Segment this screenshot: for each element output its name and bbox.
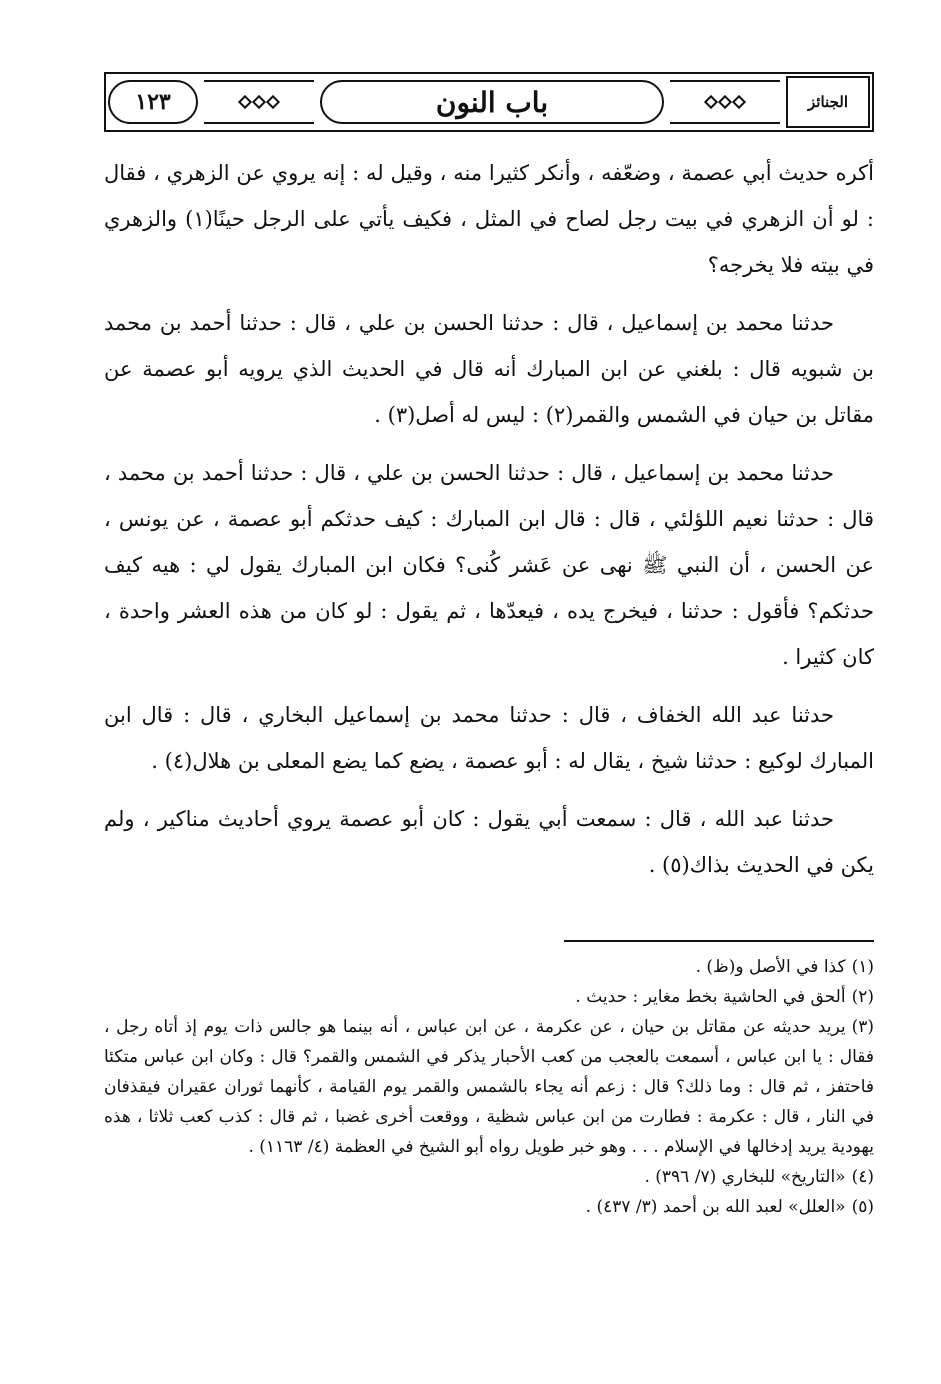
book-emblem (786, 76, 870, 128)
paragraph: حدثنا عبد الله ، قال : سمعت أبي يقول : كان أبو عصمة يروي أحاديث مناكير ، ولم يكن في الحديث بذاك(٥) . (104, 807, 874, 877)
footnote-text: كذا في الأصل و(ظ) . (695, 957, 846, 977)
page-header (104, 72, 874, 132)
footnote-text: يريد حديثه عن مقاتل بن حيان ، عن عكرمة ، عن ابن عباس ، أنه بينما هو جالس ذات يوم إذ أتاه رجل ، فقال : يا ابن عباس ، أسمعت بالعجب من كعب الأحبار يذكر في الشمس والقمر؟ قال : وكان ابن عباس متكئا فاحتفز ، ثم قال : وما ذلك؟ قال : زعم أنه يجاء بالشمس والقمر يوم القيامة ، كأنهما ثوران عقيران فيقذفان في النار ، قال : عكرمة : فطارت من ابن عباس شظية ، ووقعت أخرى غضبا ، ثم قال : كذب كعب ثلاثا ، هذه يهودية يريد إدخالها في الإسلام . . . وهو خبر طويل رواه أبو الشيخ في العظمة (٤/ ١١٦٣) . (104, 1017, 874, 1157)
footnote-number: (٢) (851, 987, 874, 1007)
footnote (104, 1012, 874, 1162)
footnote-text: «العلل» لعبد الله بن أحمد (٣/ ٤٣٧) . (585, 1197, 846, 1217)
paragraph: أكره حديث أبي عصمة ، وضعّفه ، وأنكر كثيرا منه ، وقيل له : إنه يروي عن الزهري ، فقال : لو أن الزهري في بيت رجل لصاح في المثل ، فكيف يأتي على الرجل حينًا(١) والزهري في بيته فلا يخرجه؟ (104, 161, 874, 277)
footnote-divider (564, 940, 874, 942)
footnote-number: (١) (851, 957, 874, 977)
chapter-title: باب النون (320, 80, 664, 124)
footnote (104, 1162, 874, 1192)
page-number: ١٢٣ (108, 80, 198, 124)
emblem-text: الجنائز (808, 93, 848, 111)
footnote-number: (٣) (851, 1017, 874, 1037)
footnote-number: (٥) (851, 1197, 874, 1217)
ornament-left (204, 80, 314, 124)
footnote-number: (٤) (851, 1167, 874, 1187)
main-text (104, 150, 874, 900)
paragraph: حدثنا عبد الله الخفاف ، قال : حدثنا محمد بن إسماعيل البخاري ، قال : قال ابن المبارك لوكيع : حدثنا شيخ ، يقال له : أبو عصمة ، يضع كما يضع المعلى بن هلال(٤) . (104, 703, 874, 773)
footnote-text: ألحق في الحاشية بخط مغاير : حديث . (575, 987, 846, 1007)
footnote-text: «التاريخ» للبخاري (٧/ ٣٩٦) . (644, 1167, 846, 1187)
footnote (104, 952, 874, 982)
footnote (104, 982, 874, 1012)
footnote (104, 1192, 874, 1222)
paragraph: حدثنا محمد بن إسماعيل ، قال : حدثنا الحسن بن علي ، قال : حدثنا أحمد بن محمد بن شبويه قال : بلغني عن ابن المبارك أنه قال في الحديث الذي يرويه أبو عصمة عن مقاتل بن حيان في الشمس والقمر(٢) : ليس له أصل(٣) . (104, 311, 874, 427)
paragraph: حدثنا محمد بن إسماعيل ، قال : حدثنا الحسن بن علي ، قال : حدثنا أحمد بن محمد ، قال : حدثنا نعيم اللؤلئي ، قال : قال ابن المبارك : كيف حدثكم أبو عصمة ، عن يونس ، عن الحسن ، أن النبي ﷺ نهى عن عَشر كُنى؟ فكان ابن المبارك يقول لي : هيه كيف حدثكم؟ فأقول : حدثنا ، فيخرج يده ، فيعدّها ، ثم يقول : لو كان من هذه العشر واحدة ، كان كثيرا . (104, 461, 874, 669)
ornament-right (670, 80, 780, 124)
footnotes (104, 952, 874, 1222)
